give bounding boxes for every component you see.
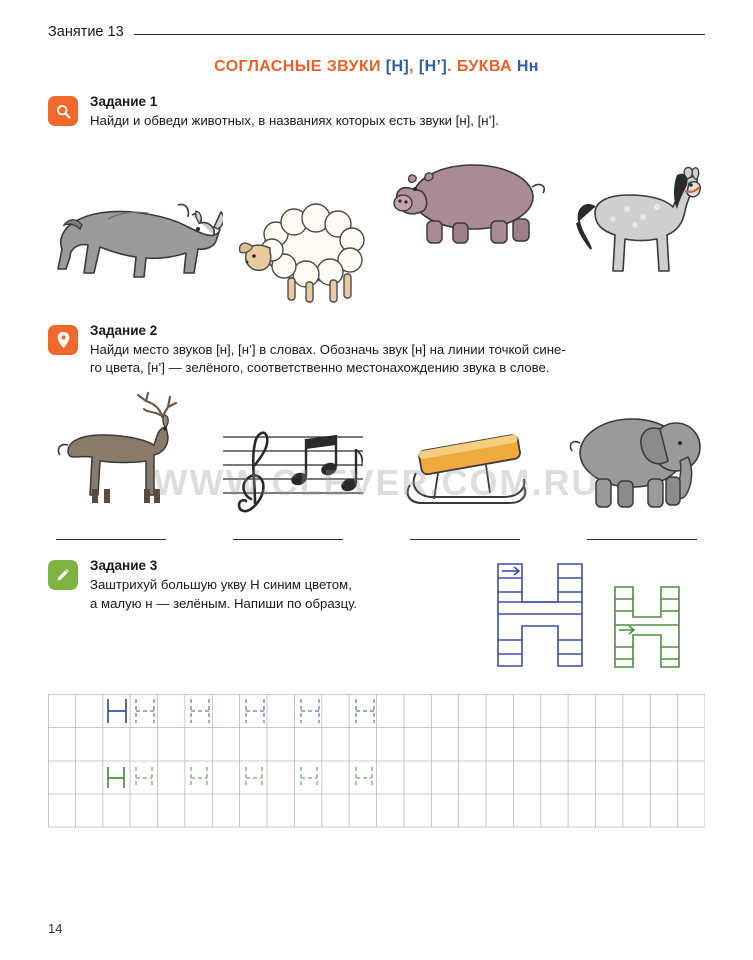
title-comma: , <box>409 58 419 75</box>
task-2-title: Задание 2 <box>90 322 158 338</box>
rhinoceros-illustration[interactable] <box>48 177 223 297</box>
lesson-label: Занятие 13 <box>48 24 124 40</box>
magnifier-icon <box>55 103 72 120</box>
capital-letter-n-model[interactable] <box>488 558 593 678</box>
task-2-text-line-2: го цвета, [н’] — зелёного, соответственно местонахождению звука в слове. <box>90 360 550 376</box>
answer-line-3[interactable] <box>410 538 520 540</box>
task-2-badge <box>48 325 78 355</box>
elephant-illustration[interactable] <box>560 399 705 524</box>
title-sound-1: [Н] <box>385 58 410 75</box>
answer-line-4[interactable] <box>587 538 697 540</box>
task-3-text-line-2: а малую н — зелёным. Напиши по образцу. <box>90 595 358 611</box>
page-number: 14 <box>48 921 63 936</box>
answer-line-2[interactable] <box>233 538 343 540</box>
task-1-badge <box>48 96 78 126</box>
task-1-title: Задание 1 <box>90 94 158 109</box>
reindeer-illustration[interactable] <box>48 389 198 524</box>
task-1-picture-row <box>48 145 705 297</box>
hippopotamus-illustration[interactable] <box>391 145 556 255</box>
title-part-2: . БУКВА <box>447 58 517 75</box>
task-3 <box>48 558 488 613</box>
page-title <box>48 58 705 76</box>
task-2-picture-row <box>48 394 705 524</box>
task-3-text-line-1: Заштрихуй большую укву Н синим цветом, <box>90 577 352 593</box>
small-letter-n-model[interactable] <box>607 583 687 678</box>
task-1 <box>48 94 705 131</box>
music-notes-illustration[interactable] <box>217 399 367 524</box>
title-part-1: СОГЛАСНЫЕ ЗВУКИ <box>214 58 386 75</box>
horse-illustration[interactable] <box>565 157 705 297</box>
task-1-text: Найди и обведи животных, в названиях которых есть звуки [н], [н’]. <box>90 113 499 128</box>
task-3-title: Задание 3 <box>90 558 158 574</box>
title-letter: Нн <box>516 58 539 75</box>
title-sound-2: [Н’] <box>418 58 448 75</box>
writing-grid[interactable] <box>48 694 705 833</box>
letter-models <box>488 558 705 678</box>
answer-line-row <box>48 538 705 540</box>
location-pin-icon <box>56 331 71 349</box>
sled-illustration[interactable] <box>386 399 541 524</box>
task-3-section <box>48 558 705 678</box>
watermark: WWW.CLEVER.COM.RU <box>153 462 600 503</box>
task-2-text-line-1: Найди место звуков [н], [н’] в словах. Обозначь звук [н] на линии точкой сине- <box>90 341 566 357</box>
header-divider <box>134 34 705 35</box>
page-header <box>48 0 705 40</box>
answer-line-1[interactable] <box>56 538 166 540</box>
sheep-illustration[interactable] <box>232 196 382 311</box>
task-2 <box>48 323 705 378</box>
pencil-icon <box>55 567 71 583</box>
task-3-badge <box>48 560 78 590</box>
